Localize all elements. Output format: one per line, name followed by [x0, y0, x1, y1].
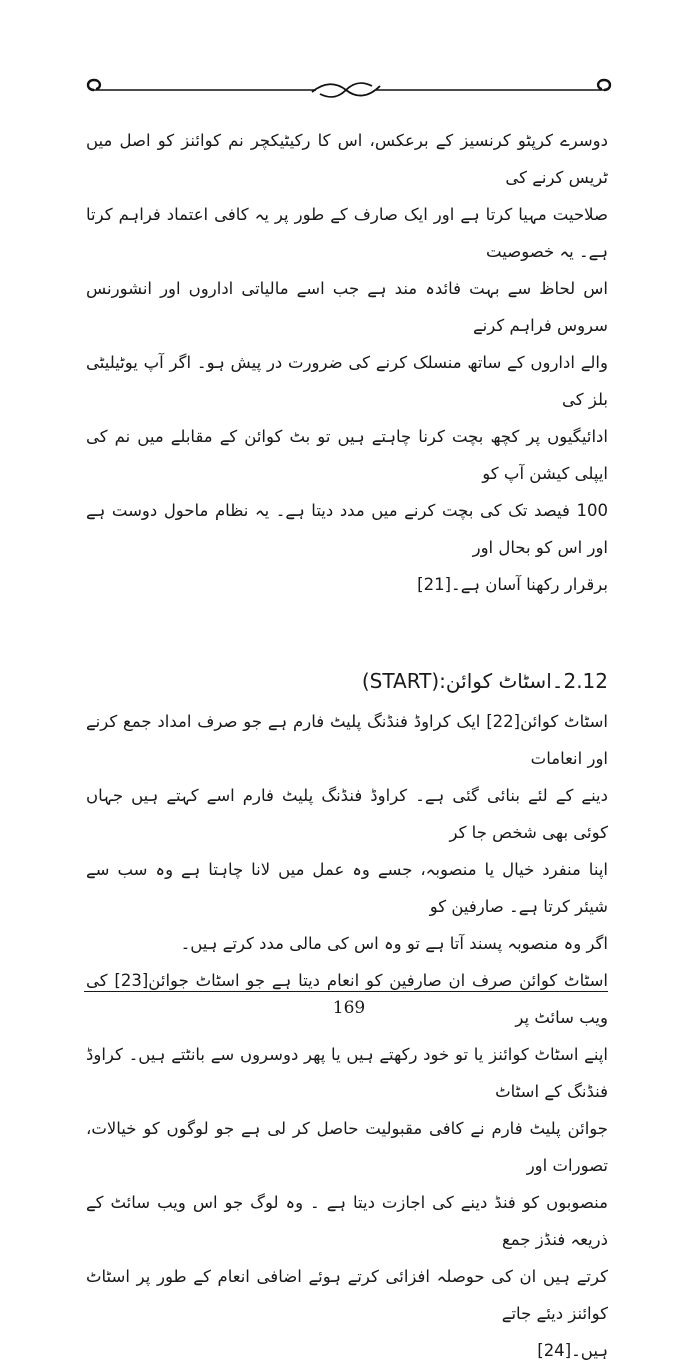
text-line: جوائن پلیٹ فارم نے کافی مقبولیت حاصل کر لی ہے جو لوگوں کو خیالات، تصورات اور	[86, 1119, 608, 1175]
ornament-left-curl	[88, 80, 100, 90]
text-line: اس لحاظ سے بہت فائدہ مند ہے جب اسے مالیاتی اداروں اور انشورنس سروس فراہم کرنے	[86, 279, 608, 335]
footer-rule	[84, 991, 608, 992]
text-line: منصوبوں کو فنڈ دینے کی اجازت دیتا ہے ۔ وہ لوگ جو اس ویب سائٹ کے ذریعہ فنڈز جمع	[86, 1193, 608, 1249]
section-heading: 2.12۔اسٹاٹ کوائن:(START)	[361, 669, 608, 693]
text-line: اسٹاٹ کوائن صرف ان صارفین کو انعام دیتا ہے جو اسٹاٹ جوائن[23] کی ویب سائٹ پر	[86, 971, 608, 1027]
section2-paragraph-2	[86, 962, 608, 1369]
text-line: ادائیگیوں پر کچھ بچت کرنا چاہتے ہیں تو بٹ کوائن کے مقابلے میں نم کی ایپلی کیشن آپ کو	[86, 427, 608, 483]
text-line: دوسرے کرپٹو کرنسیز کے برعکس، اس کا رکیٹیکچر نم کوائنز کو اصل میں ٹریس کرنے کی	[86, 131, 608, 187]
page-content	[86, 122, 608, 1369]
text-line: صلاحیت مہیا کرتا ہے اور ایک صارف کے طور پر یہ کافی اعتماد فراہم کرتا ہے۔ یہ خصوصیت	[86, 205, 608, 261]
page-number: 169	[332, 998, 366, 1018]
text-line: 100 فیصد تک کی بچت کرنے میں مدد دیتا ہے۔ یہ نظام ماحول دوست ہے اور اس کو بحال اور	[86, 501, 608, 557]
text-line: ہیں۔[24]	[537, 1341, 608, 1360]
text-line: اپنے اسٹاٹ کوائنز یا تو خود رکھتے ہیں یا پھر دوسروں سے بانٹتے ہیں۔ کراوڈ فنڈنگ کے اسٹاٹ	[86, 1045, 608, 1101]
text-line: اسٹاٹ کوائن[22] ایک کراوڈ فنڈنگ پلیٹ فارم ہے جو صرف امداد جمع کرنے اور انعامات	[86, 712, 608, 768]
text-line: اپنا منفرد خیال یا منصوبہ، جسے وہ عمل میں لانا چاہتا ہے وہ سب سے شیئر کرتا ہے۔ صارفین کو	[86, 860, 608, 916]
section1-paragraph	[86, 122, 608, 603]
ornament-divider	[84, 74, 614, 104]
ornament-center-flourish	[312, 83, 380, 97]
text-line: برقرار رکھنا آسان ہے۔[21]	[417, 575, 608, 594]
text-line: دینے کے لئے بنائی گئی ہے۔ کراوڈ فنڈنگ پلیٹ فارم اسے کہتے ہیں جہاں کوئی بھی شخص جا کر	[86, 786, 608, 842]
text-line: کرتے ہیں ان کی حوصلہ افزائی کرتے ہوئے اضافی انعام کے طور پر اسٹاٹ کوائنز دیئے جاتے	[86, 1267, 608, 1323]
text-line: اگر وہ منصوبہ پسند آتا ہے تو وہ اس کی مالی مدد کرتے ہیں۔	[180, 934, 608, 953]
ornament-right-curl	[598, 80, 610, 90]
text-line: والے اداروں کے ساتھ منسلک کرنے کی ضرورت در پیش ہو۔ اگر آپ یوٹیلیٹی بلز کی	[86, 353, 608, 409]
section2-paragraph-1	[86, 703, 608, 962]
